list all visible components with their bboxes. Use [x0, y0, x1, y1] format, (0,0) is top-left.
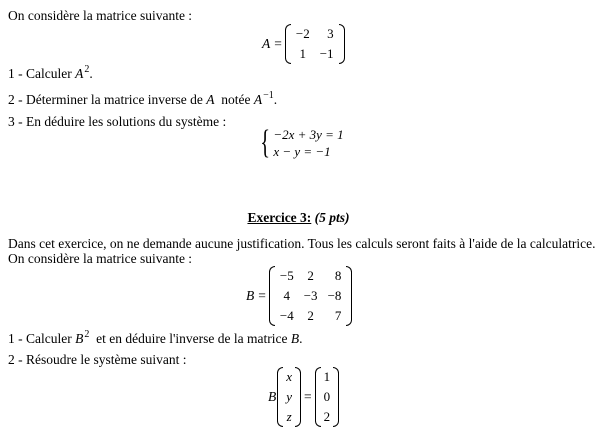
system-line: x − y = −1 [273, 144, 331, 159]
exercise-3-question-1 [8, 331, 302, 349]
exercise-3-instructions: Dans cet exercice, on ne demande aucune justification. Tous les calculs seront faits à l'aide de la calculatrice. [8, 236, 596, 251]
equation-system [257, 126, 344, 160]
matrix-B-cell: −5 [279, 268, 294, 283]
matrix-A-cell: 3 [327, 26, 334, 41]
equals-sign: = [274, 36, 282, 51]
matrix-B [269, 266, 353, 326]
unknown: z [286, 409, 292, 424]
matrix-B-cell: 2 [307, 308, 314, 323]
matrix-equation [268, 367, 339, 427]
question-2-var: A [206, 92, 215, 107]
exercise-3-intro: On considère la matrice suivante : [8, 251, 193, 266]
matrix-B-cell: −8 [327, 288, 342, 303]
matrix-B-cell: −3 [303, 288, 318, 303]
ex3-q1-var: B [75, 331, 84, 346]
question-2 [8, 92, 277, 110]
exercise-3-points: (5 pts) [314, 210, 350, 225]
ex3-q1-text: 1 - Calculer [8, 331, 76, 346]
matrix-A [285, 24, 345, 64]
unknown: x [286, 369, 293, 384]
system-line: −2x + 3y = 1 [273, 127, 344, 142]
question-2-var2: A [253, 92, 263, 107]
question-1-exponent: 2 [84, 64, 90, 75]
matrix-B-cell: −4 [279, 308, 294, 323]
unknowns-vector [277, 367, 301, 427]
matrix-B-cell: 4 [283, 288, 291, 303]
ex3-q1-var2: B [290, 331, 300, 346]
question-1-suffix: . [89, 66, 93, 81]
question-3: 3 - En déduire les solutions du système : [8, 114, 227, 129]
matrix-B-name: B [246, 288, 255, 303]
matrix-A-cell: −2 [295, 26, 310, 41]
equation-matrix-name: B [268, 389, 277, 404]
question-1-var: A [75, 66, 84, 81]
matrix-A-equation [262, 24, 345, 64]
rhs-vector [315, 367, 340, 427]
unknown: y [286, 389, 293, 404]
question-1-text: 1 - Calculer [8, 66, 76, 81]
ex3-q1-exponent: 2 [84, 329, 90, 340]
rhs-value: 2 [323, 409, 331, 424]
rhs-value: 1 [323, 369, 331, 384]
brace-icon: { [260, 124, 271, 161]
matrix-B-cell: 2 [307, 268, 314, 283]
question-2-mid: notée [214, 92, 254, 107]
ex3-q1-end: . [299, 331, 303, 346]
exercise-3-question-2: 2 - Résoudre le système suivant : [8, 352, 187, 367]
exercise-3-heading [0, 210, 597, 226]
matrix-A-cell: 1 [299, 46, 307, 61]
question-2-text: 2 - Déterminer la matrice inverse de [8, 92, 207, 107]
equals-sign: = [304, 389, 312, 404]
equals-sign: = [258, 288, 266, 303]
question-2-suffix: . [273, 92, 278, 107]
rhs-value: 0 [323, 389, 331, 404]
matrix-B-cell: 8 [334, 268, 342, 283]
matrix-A-name: A [262, 36, 271, 51]
exercise-3-title: Exercice 3: [247, 210, 312, 225]
question-2-exponent: −1 [263, 90, 274, 101]
intro-text: On considère la matrice suivante : [8, 8, 193, 23]
question-1 [8, 66, 93, 84]
matrix-A-cell: −1 [319, 46, 334, 61]
ex3-q1-suffix: et en déduire l'inverse de la matrice [89, 331, 291, 346]
matrix-B-cell: 7 [334, 308, 342, 323]
matrix-B-equation [246, 266, 352, 326]
